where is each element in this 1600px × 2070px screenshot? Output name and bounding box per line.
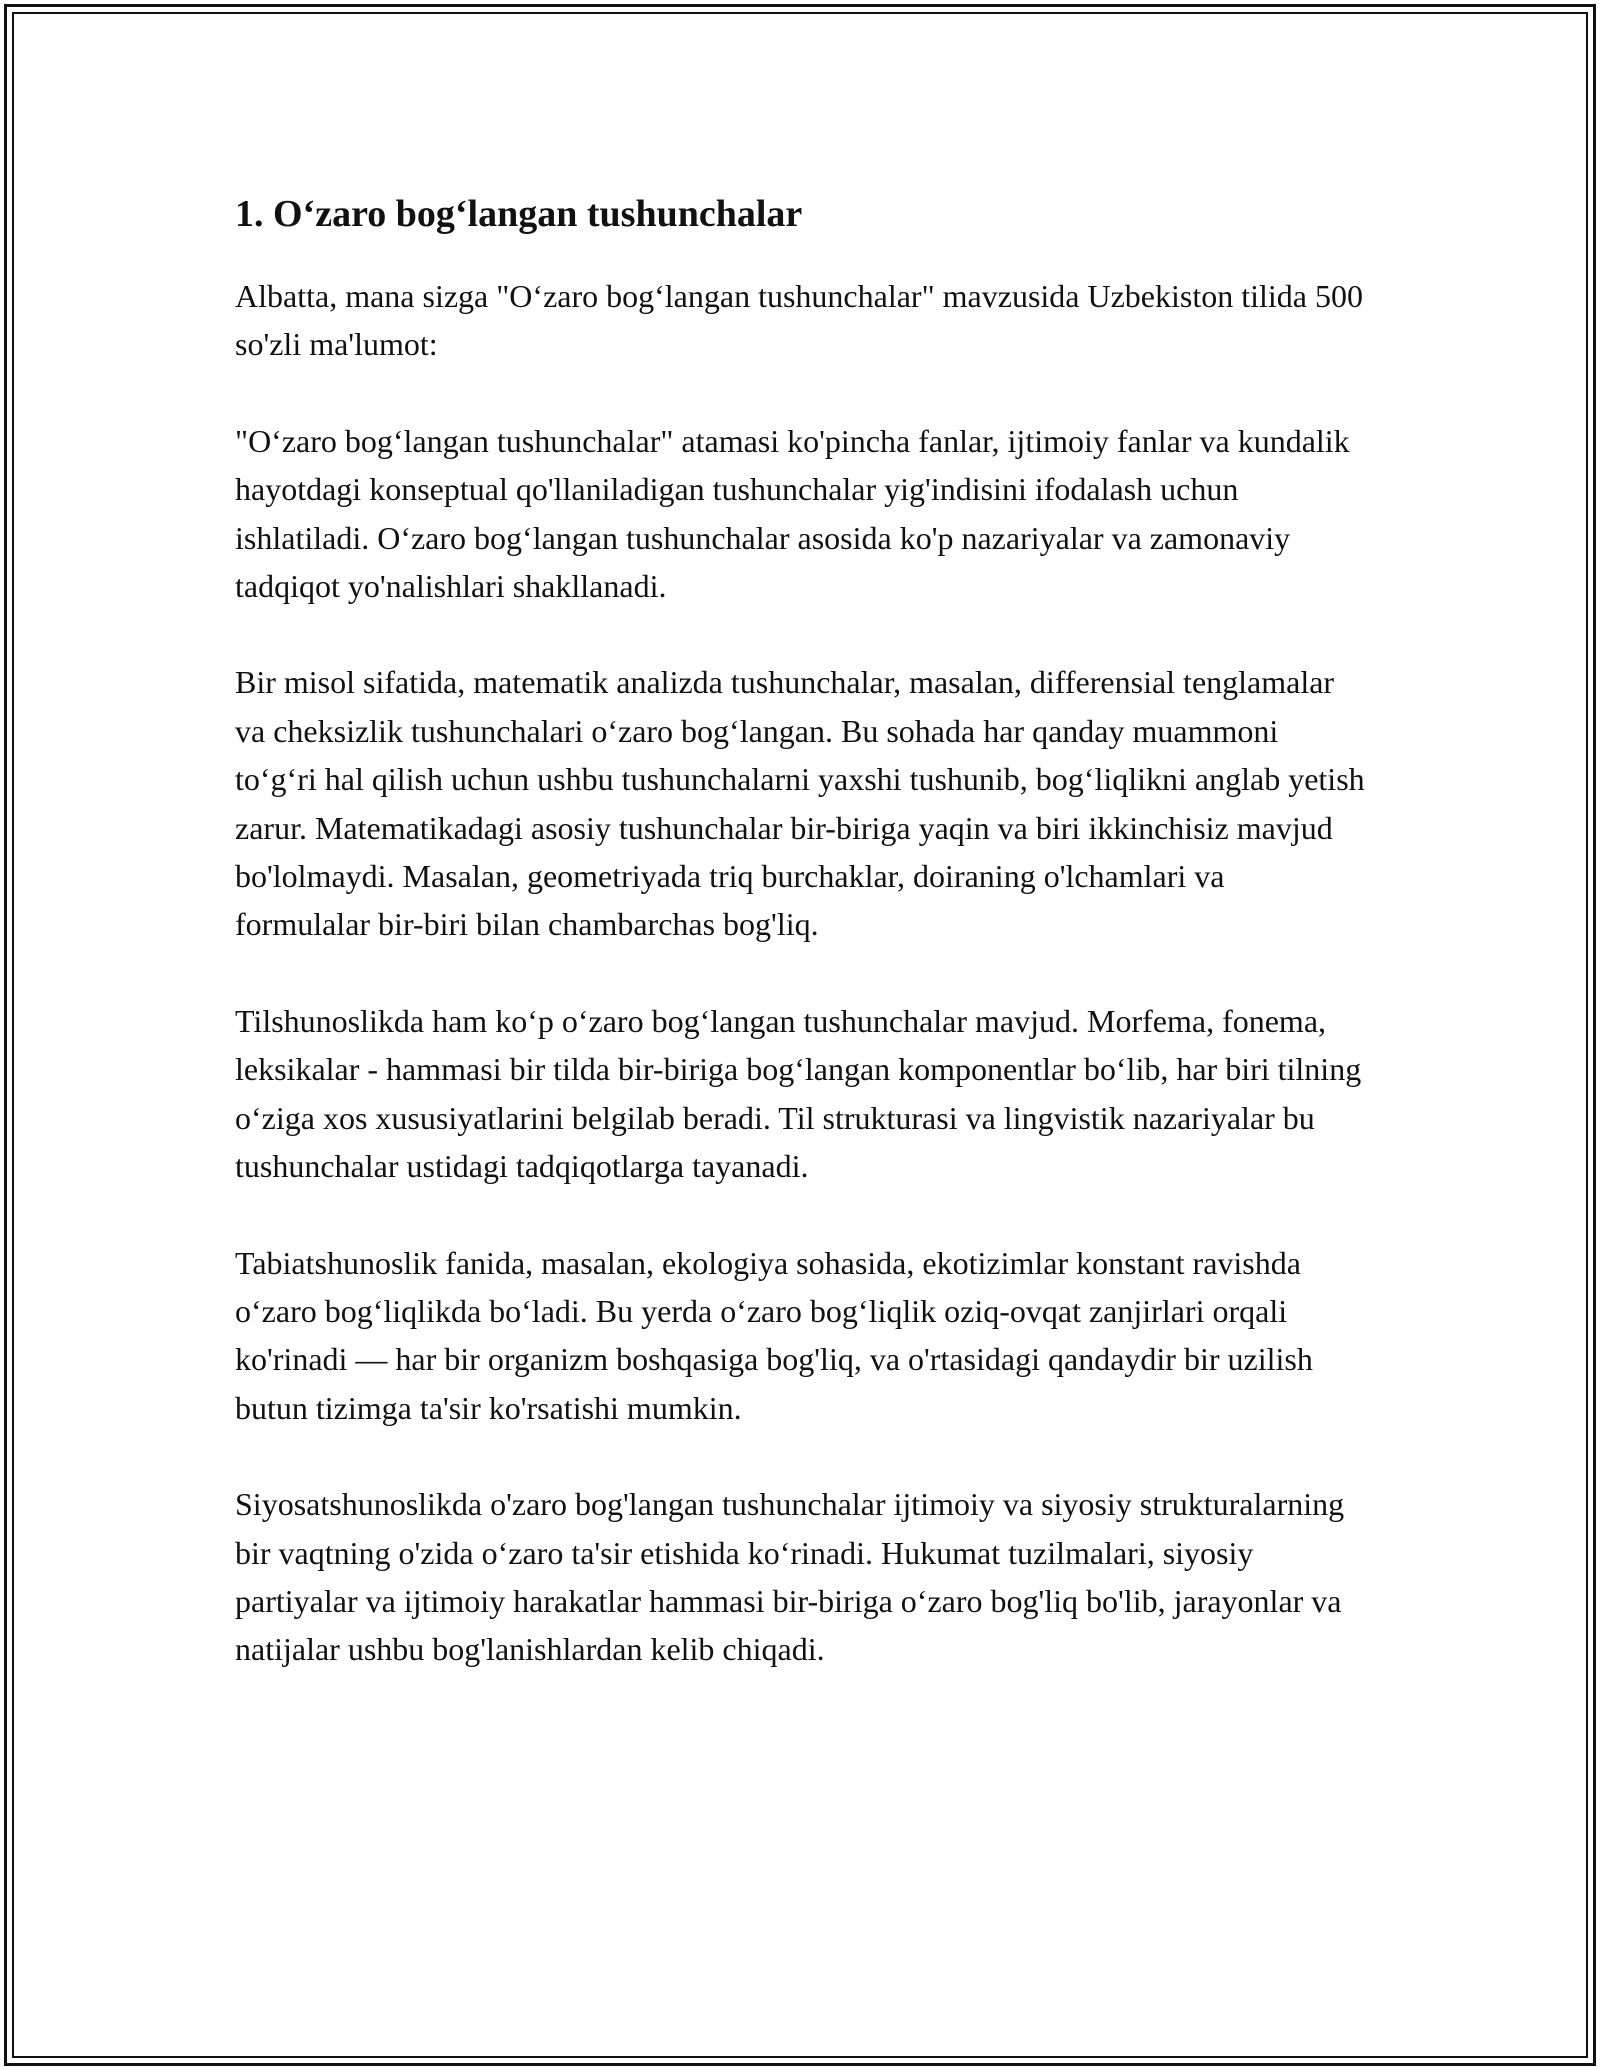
section-title: 1. O‘zaro bog‘langan tushunchalar [235, 193, 803, 235]
paragraph-intro: Albatta, mana sizga "O‘zaro bog‘langan tushunchalar" mavzusida Uzbekiston tilida 500 so'zli ma'lumot: [235, 278, 1363, 363]
paragraph-natural-science: Tabiatshunoslik fanida, masalan, ekologiya sohasida, ekotizimlar konstant ravishda o‘zaro bog‘liqlikda bo‘ladi. Bu yerda o‘zaro bog‘liqlik oziq-ovqat zanjirlari orqali ko'rinadi — har bir organizm boshqasiga bog'liq, va o'rtasidagi qandaydir bir uzilish butun tizimga ta'sir ko'rsatishi mumkin. [235, 1244, 1313, 1426]
paragraph-definition: "O‘zaro bog‘langan tushunchalar" atamasi ko'pincha fanlar, ijtimoiy fanlar va kundalik hayotdagi konseptual qo'llaniladigan tushunchalar yig'indisini ifodalash uchun ishlatiladi. O‘zaro bog‘langan tushunchalar asosida ko'p nazariyalar va zamonaviy tadqiqot yo'nalishlari shakllanadi. [235, 422, 1350, 605]
paragraph-linguistics: Tilshunoslikda ham ko‘p o‘zaro bog‘langan tushunchalar mavjud. Morfema, fonema, leksikalar - hammasi bir tilda bir-biriga bog‘langan komponentlar bo‘lib, har biri tilning o‘ziga xos xususiyatlarini belgilab beradi. Til strukturasi va lingvistik nazariyalar bu tushunchalar ustidagi tadqiqotlarga tayanadi. [235, 1002, 1362, 1185]
paragraph-mathematics: Bir misol sifatida, matematik analizda tushunchalar, masalan, differensial tenglamalar va cheksizlik tushunchalari o‘zaro bog‘langan. Bu sohada har qanday muammoni to‘g‘ri hal qilish uchun ushbu tushunchalarni yaxshi tushunib, bog‘liqlikni anglab yetish zarur. Matematikadagi asosiy tushunchalar bir-biriga yaqin va biri ikkinchisiz mavjud bo'lolmaydi. Masalan, geometriyada triq burchaklar, doiraning o'lchamlari va formulalar bir-biri bilan chambarchas bog'liq. [235, 664, 1365, 943]
document-body [235, 186, 1365, 1722]
paragraph-political-science: Siyosatshunoslikda o'zaro bog'langan tushunchalar ijtimoiy va siyosiy strukturalarning bir vaqtning o'zida o‘zaro ta'sir etishida ko‘rinadi. Hukumat tuzilmalari, siyosiy partiyalar va ijtimoiy harakatlar hammasi bir-biriga o‘zaro bog'liq bo'lib, jarayonlar va natijalar ushbu bog'lanishlardan kelib chiqadi. [235, 1486, 1345, 1668]
